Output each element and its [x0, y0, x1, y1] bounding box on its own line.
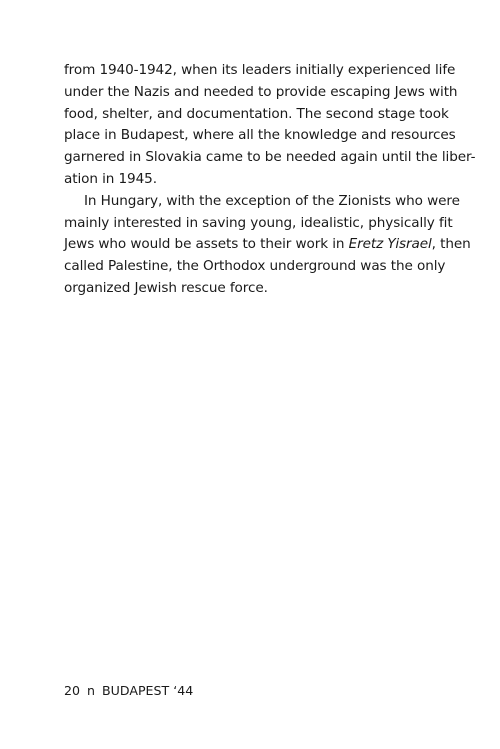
text-run: , then — [431, 236, 471, 253]
text-line — [64, 234, 471, 256]
text-line: under the Nazis and needed to provide escaping Jews with — [64, 83, 458, 100]
text-line: organized Jewish rescue force. — [64, 279, 268, 296]
body-text — [64, 60, 476, 300]
text-line: mainly interested in saving young, idealistic, physically fit — [64, 214, 453, 231]
text-line: from 1940-1942, when its leaders initially experienced life — [64, 62, 456, 78]
text-line: place in Budapest, where all the knowledge and resources — [64, 127, 456, 144]
page-number: 20 — [64, 683, 81, 698]
footer-separator: n — [87, 683, 96, 698]
text-line: food, shelter, and documentation. The second stage took — [64, 105, 449, 122]
text-line: called Palestine, the Orthodox underground was the only — [64, 258, 446, 275]
text-line: ation in 1945. — [64, 170, 157, 187]
italic-term: Eretz Yisrael — [348, 236, 432, 253]
text-line: garnered in Slovakia came to be needed again until the liber- — [64, 149, 476, 166]
text-run: Jews who would be assets to their work in — [64, 236, 349, 253]
text-line: In Hungary, with the exception of the Zionists who were — [84, 192, 460, 209]
running-title: BUDAPEST ‘44 — [102, 683, 194, 698]
page-footer — [64, 683, 193, 699]
